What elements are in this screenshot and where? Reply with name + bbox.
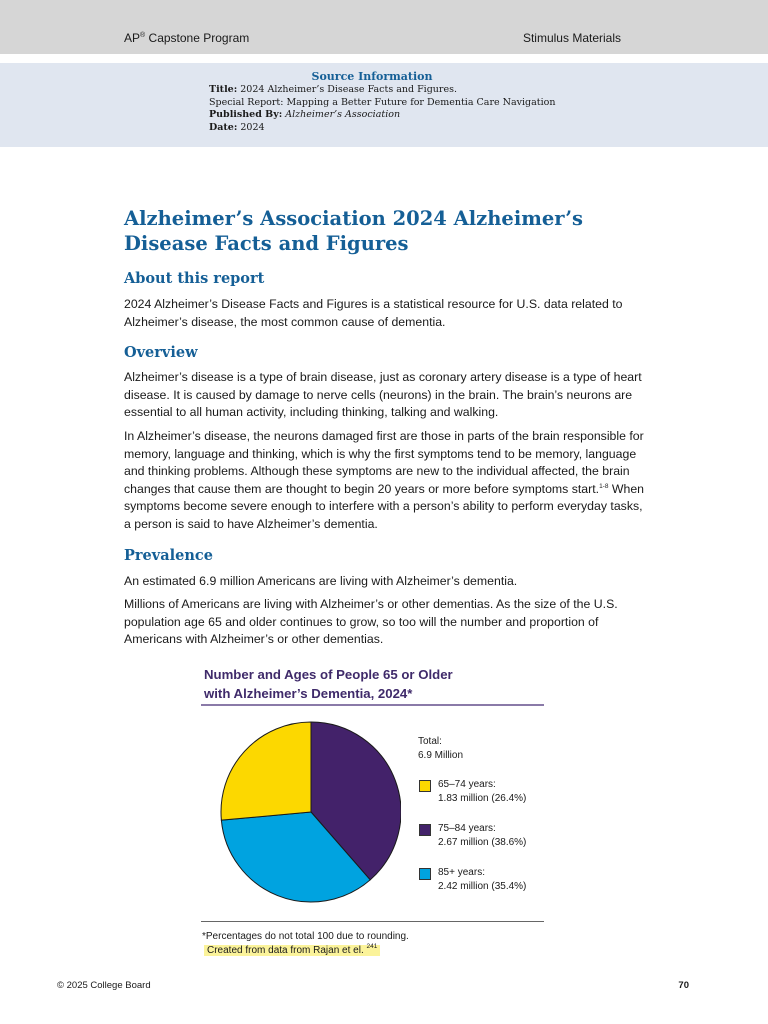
pie-slice-65-74 bbox=[221, 722, 311, 820]
source-subtitle-line: Special Report: Mapping a Better Future for Dementia Care Navigation bbox=[209, 96, 556, 108]
prevalence-paragraph-2: Millions of Americans are living with Alzheimer’s or other dementias. As the size of the U.S. population age 65 and older continues to grow, so too will the number and proportion of Americans with Alzheimer’s or other dementias. bbox=[124, 597, 618, 647]
pie-chart bbox=[201, 706, 401, 918]
legend-swatch-75-84 bbox=[419, 824, 431, 836]
section-label: Stimulus Materials bbox=[522, 31, 621, 45]
legend-entry-65-74: 65–74 years: 1.83 million (26.4%) bbox=[438, 779, 527, 804]
source-heading: Source Information bbox=[311, 70, 433, 83]
source-date-line: Date: 2024 bbox=[209, 121, 265, 133]
copyright: © 2025 College Board bbox=[57, 980, 151, 991]
pie-chart-figure bbox=[201, 660, 545, 960]
legend-swatch-65-74 bbox=[419, 780, 431, 792]
article-title: Alzheimer’s Association 2024 Alzheimer’s Disease Facts and Figures bbox=[124, 207, 584, 255]
overview-paragraph-1: Alzheimer’s disease is a type of brain disease, just as coronary artery disease is a type of heart disease. It is caused by damage to nerve cells (neurons) in the brain. The brain’s neurons are essential to all human activity, including thinking, talking and walking. bbox=[124, 370, 642, 420]
legend-entry-85-plus: 85+ years: 2.42 million (35.4%) bbox=[438, 867, 527, 892]
overview-paragraph-2: In Alzheimer’s disease, the neurons damaged first are those in parts of the brain responsible for memory, language and thinking, which is why the first symptoms tend to be memory, language and thinking problems. Although these symptoms are new to the individual affected, the brain changes that cause them are thought to begin 20 years or more before symptoms start.$^{1-8}$ When symptoms become severe enough to interfere with a person’s ability to perform everyday tasks, a person is said to have Alzheimer’s dementia. bbox=[124, 428, 645, 531]
overview-heading: Overview bbox=[124, 344, 198, 362]
chart-title: Number and Ages of People 65 or Older with Alzheimer’s Dementia, 2024* bbox=[204, 667, 453, 701]
about-paragraph: 2024 Alzheimer’s Disease Facts and Figures is a statistical resource for U.S. data related to Alzheimer’s disease, the most common cause of dementia. bbox=[124, 297, 623, 329]
page-number: 70 bbox=[678, 980, 689, 991]
program-name: AP® Capstone Program bbox=[124, 31, 250, 45]
chart-footnote: *Percentages do not total 100 due to rounding. bbox=[202, 931, 409, 942]
source-title-line: Title: 2024 Alzheimer’s Disease Facts and Figures. bbox=[209, 84, 457, 95]
source-publisher-line: Published By: Alzheimer’s Association bbox=[209, 109, 401, 120]
article-body bbox=[124, 206, 644, 649]
source-lines bbox=[209, 84, 555, 134]
prevalence-heading: Prevalence bbox=[124, 546, 213, 564]
top-banner bbox=[0, 0, 768, 54]
legend-swatch-85-plus bbox=[419, 868, 431, 880]
about-heading: About this report bbox=[124, 270, 265, 287]
legend-entry-75-84: 75–84 years: 2.67 million (38.6%) bbox=[438, 823, 527, 848]
chart-bottom-divider bbox=[201, 921, 544, 922]
total-label: Total: 6.9 Million bbox=[418, 736, 464, 761]
prevalence-paragraph-1: An estimated 6.9 million Americans are living with Alzheimer’s dementia. bbox=[124, 573, 518, 588]
source-information-box bbox=[0, 63, 768, 147]
chart-credit: Created from data from Rajan et el. $^{241}$ bbox=[204, 945, 380, 956]
